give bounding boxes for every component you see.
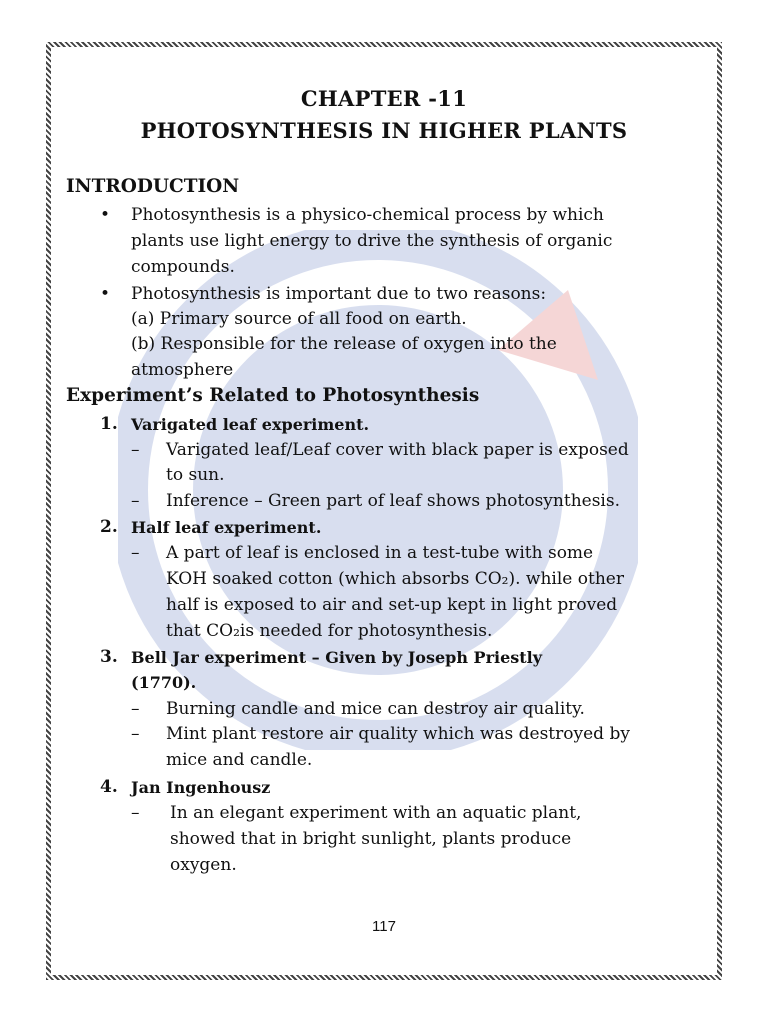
dash-icon: –	[131, 724, 140, 744]
intro-b1-line2: plants use light energy to drive the synthesis of organic	[131, 231, 613, 251]
exp2-l1-line1: A part of leaf is enclosed in a test-tube with some	[166, 543, 594, 563]
exp3-title-line1: Bell Jar experiment – Given by Joseph Priestly	[131, 648, 543, 667]
intro-b2-line1: Photosynthesis is important due to two reasons:	[131, 284, 547, 304]
exp1-l1-line1: Varigated leaf/Leaf cover with black paper is exposed	[166, 440, 629, 460]
exp3-number: 3.	[100, 647, 118, 667]
exp4-l1-line3: oxygen.	[170, 855, 237, 875]
exp1-l2-line1: Inference – Green part of leaf shows photosynthesis.	[166, 491, 620, 511]
experiments-heading: Experiment’s Related to Photosynthesis	[66, 385, 480, 406]
page-number: 117	[372, 918, 396, 935]
exp4-l1-line1: In an elegant experiment with an aquatic plant,	[170, 803, 582, 823]
intro-heading: INTRODUCTION	[66, 176, 240, 197]
intro-b2-line2: (a) Primary source of all food on earth.	[131, 309, 467, 329]
chapter-title: PHOTOSYNTHESIS IN HIGHER PLANTS	[140, 118, 628, 143]
exp3-l1-line1: Burning candle and mice can destroy air quality.	[166, 699, 585, 719]
exp3-l2-line2: mice and candle.	[166, 750, 313, 770]
exp4-title: Jan Ingenhousz	[131, 778, 271, 797]
exp2-title: Half leaf experiment.	[131, 518, 322, 537]
exp2-number: 2.	[100, 517, 118, 537]
exp1-title: Varigated leaf experiment.	[131, 415, 370, 434]
exp4-l1-line2: showed that in bright sunlight, plants produce	[170, 829, 572, 849]
exp4-number: 4.	[100, 777, 118, 797]
chapter-number: CHAPTER -11	[300, 86, 468, 111]
dash-icon: –	[131, 491, 140, 511]
bullet-icon: •	[100, 205, 111, 225]
exp2-l1-line4: that CO₂is needed for photosynthesis.	[166, 621, 493, 641]
dash-icon: –	[131, 543, 140, 563]
dash-icon: –	[131, 803, 140, 823]
dash-icon: –	[131, 440, 140, 460]
exp2-l1-line2: KOH soaked cotton (which absorbs CO₂). while other	[166, 569, 624, 589]
dash-icon: –	[131, 699, 140, 719]
intro-b1-line3: compounds.	[131, 257, 235, 277]
exp3-title-line2: (1770).	[131, 673, 197, 692]
exp1-l1-line2: to sun.	[166, 465, 225, 485]
exp3-l2-line1: Mint plant restore air quality which was destroyed by	[166, 724, 630, 744]
exp1-number: 1.	[100, 414, 118, 434]
exp2-l1-line3: half is exposed to air and set-up kept in light proved	[166, 595, 618, 615]
bullet-icon: •	[100, 284, 111, 304]
intro-b2-line3: (b) Responsible for the release of oxygen into the	[131, 334, 557, 354]
intro-b1-line1: Photosynthesis is a physico-chemical process by which	[131, 205, 604, 225]
intro-b2-line4: atmosphere	[131, 360, 234, 380]
